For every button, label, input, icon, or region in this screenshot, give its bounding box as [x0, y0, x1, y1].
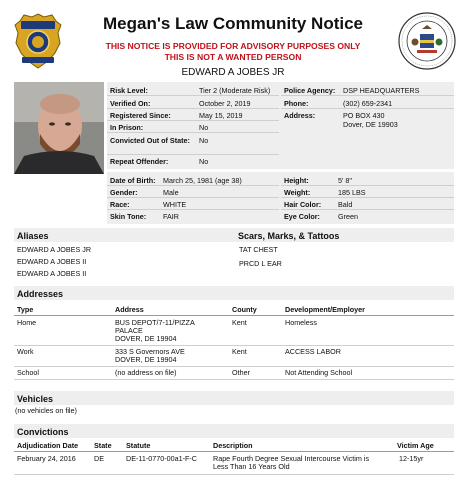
conviction-statute: DE-11-0770-00a1-F-C	[126, 454, 197, 463]
address-employer: Not Attending School	[285, 368, 353, 377]
convictions-title: Convictions	[17, 427, 69, 437]
skin-tone-value: FAIR	[163, 212, 179, 221]
risk-level-value: Tier 2 (Moderate Risk)	[199, 86, 271, 95]
skin-tone-label: Skin Tone:	[110, 212, 147, 221]
convicted-out-of-state-label: Convicted Out of State:	[110, 136, 190, 145]
convictions-header-bar	[14, 424, 454, 438]
offender-photo	[14, 82, 104, 174]
great-seal-of-delaware-icon	[398, 12, 456, 70]
conviction-victim-age: 12-15yr	[399, 454, 424, 463]
weight-label: Weight:	[284, 188, 311, 197]
conviction-state: DE	[94, 454, 104, 463]
eye-color-value: Green	[338, 212, 358, 221]
race-value: WHITE	[163, 200, 187, 209]
convictions-col-state: State	[94, 441, 112, 450]
height-label: Height:	[284, 176, 309, 185]
conviction-description-line: Rape Fourth Degree Sexual Intercourse Victim is	[213, 454, 370, 463]
address-county: Kent	[232, 318, 247, 327]
address-county: Other	[232, 368, 250, 377]
verified-on-label: Verified On:	[110, 99, 151, 108]
convictions-col-date: Adjudication Date	[17, 441, 79, 450]
gender-label: Gender:	[110, 188, 138, 197]
aliases-title: Aliases	[17, 231, 49, 241]
address-type: Work	[17, 347, 34, 356]
scars-title: Scars, Marks, & Tattoos	[238, 231, 340, 241]
registered-since-label: Registered Since:	[110, 111, 171, 120]
address-line: 333 S Governors AVE	[115, 347, 185, 356]
address-county: Kent	[232, 347, 247, 356]
phone-value: (302) 659-2341	[343, 99, 393, 108]
verified-on-value: October 2, 2019	[199, 99, 251, 108]
dob-label: Date of Birth:	[110, 176, 156, 185]
address-line: BUS DEPOT/7-11/PIZZA	[115, 318, 195, 327]
alias-item: EDWARD A JOBES II	[17, 269, 87, 278]
registered-since-value: May 15, 2019	[199, 111, 243, 120]
vehicles-title: Vehicles	[17, 394, 54, 404]
addresses-col-type: Type	[17, 305, 34, 314]
scar-item: PRCD L EAR	[239, 259, 282, 268]
addresses-col-address: Address	[115, 305, 144, 314]
agency-address-line1: PO BOX 430	[343, 111, 385, 120]
hair-color-label: Hair Color:	[284, 200, 322, 209]
convictions-col-statute: Statute	[126, 441, 151, 450]
address-type: School	[17, 368, 39, 377]
gender-value: Male	[163, 188, 179, 197]
in-prison-label: In Prison:	[110, 123, 144, 132]
convictions-col-description: Description	[213, 441, 253, 450]
alias-item: EDWARD A JOBES II	[17, 257, 87, 266]
convictions-col-victim-age: Victim Age	[397, 441, 434, 450]
address-employer: ACCESS LABOR	[285, 347, 341, 356]
agency-address-line2: Dover, DE 19903	[343, 120, 398, 129]
vehicles-empty-text: (no vehicles on file)	[15, 406, 77, 415]
police-agency-label: Police Agency:	[284, 86, 336, 95]
offender-name: EDWARD A JOBES JR	[181, 67, 285, 78]
address-label: Address:	[284, 111, 316, 120]
delaware-state-police-badge-icon	[14, 13, 62, 69]
conviction-description-line: Less Than 16 Years Old	[213, 462, 290, 471]
address-line: (no address on file)	[115, 368, 177, 377]
eye-color-label: Eye Color:	[284, 212, 320, 221]
conviction-date: February 24, 2016	[17, 454, 76, 463]
advisory-warning: THIS NOTICE IS PROVIDED FOR ADVISORY PURPOSES ONLY	[105, 41, 361, 51]
page-title: Megan's Law Community Notice	[102, 14, 364, 33]
addresses-col-employer: Development/Employer	[285, 305, 365, 314]
addresses-col-county: County	[232, 305, 257, 314]
in-prison-value: No	[199, 123, 209, 132]
alias-item: EDWARD A JOBES JR	[17, 245, 92, 254]
address-employer: Homeless	[285, 318, 317, 327]
addresses-title: Addresses	[17, 289, 64, 299]
address-line: DOVER, DE 19904	[115, 355, 177, 364]
not-wanted-warning: THIS IS NOT A WANTED PERSON	[164, 52, 302, 62]
repeat-offender-value: No	[199, 157, 209, 166]
convicted-out-of-state-value: No	[199, 136, 209, 145]
vehicles-header-bar	[14, 391, 454, 405]
addresses-header-bar	[14, 286, 454, 300]
phone-label: Phone:	[284, 99, 309, 108]
repeat-offender-label: Repeat Offender:	[110, 157, 169, 166]
aliases-header-bar	[14, 228, 454, 242]
risk-level-label: Risk Level:	[110, 86, 148, 95]
weight-value: 185 LBS	[338, 188, 366, 197]
race-label: Race:	[110, 200, 130, 209]
police-agency-value: DSP HEADQUARTERS	[343, 86, 420, 95]
dob-value: March 25, 1981 (age 38)	[163, 176, 242, 185]
physical-description-panel	[107, 172, 454, 224]
scar-item: TAT CHEST	[239, 245, 278, 254]
height-value: 5' 8"	[338, 176, 352, 185]
address-type: Home	[17, 318, 37, 327]
hair-color-value: Bald	[338, 200, 353, 209]
address-line: DOVER, DE 19904	[115, 334, 177, 343]
address-line: PALACE	[115, 326, 143, 335]
